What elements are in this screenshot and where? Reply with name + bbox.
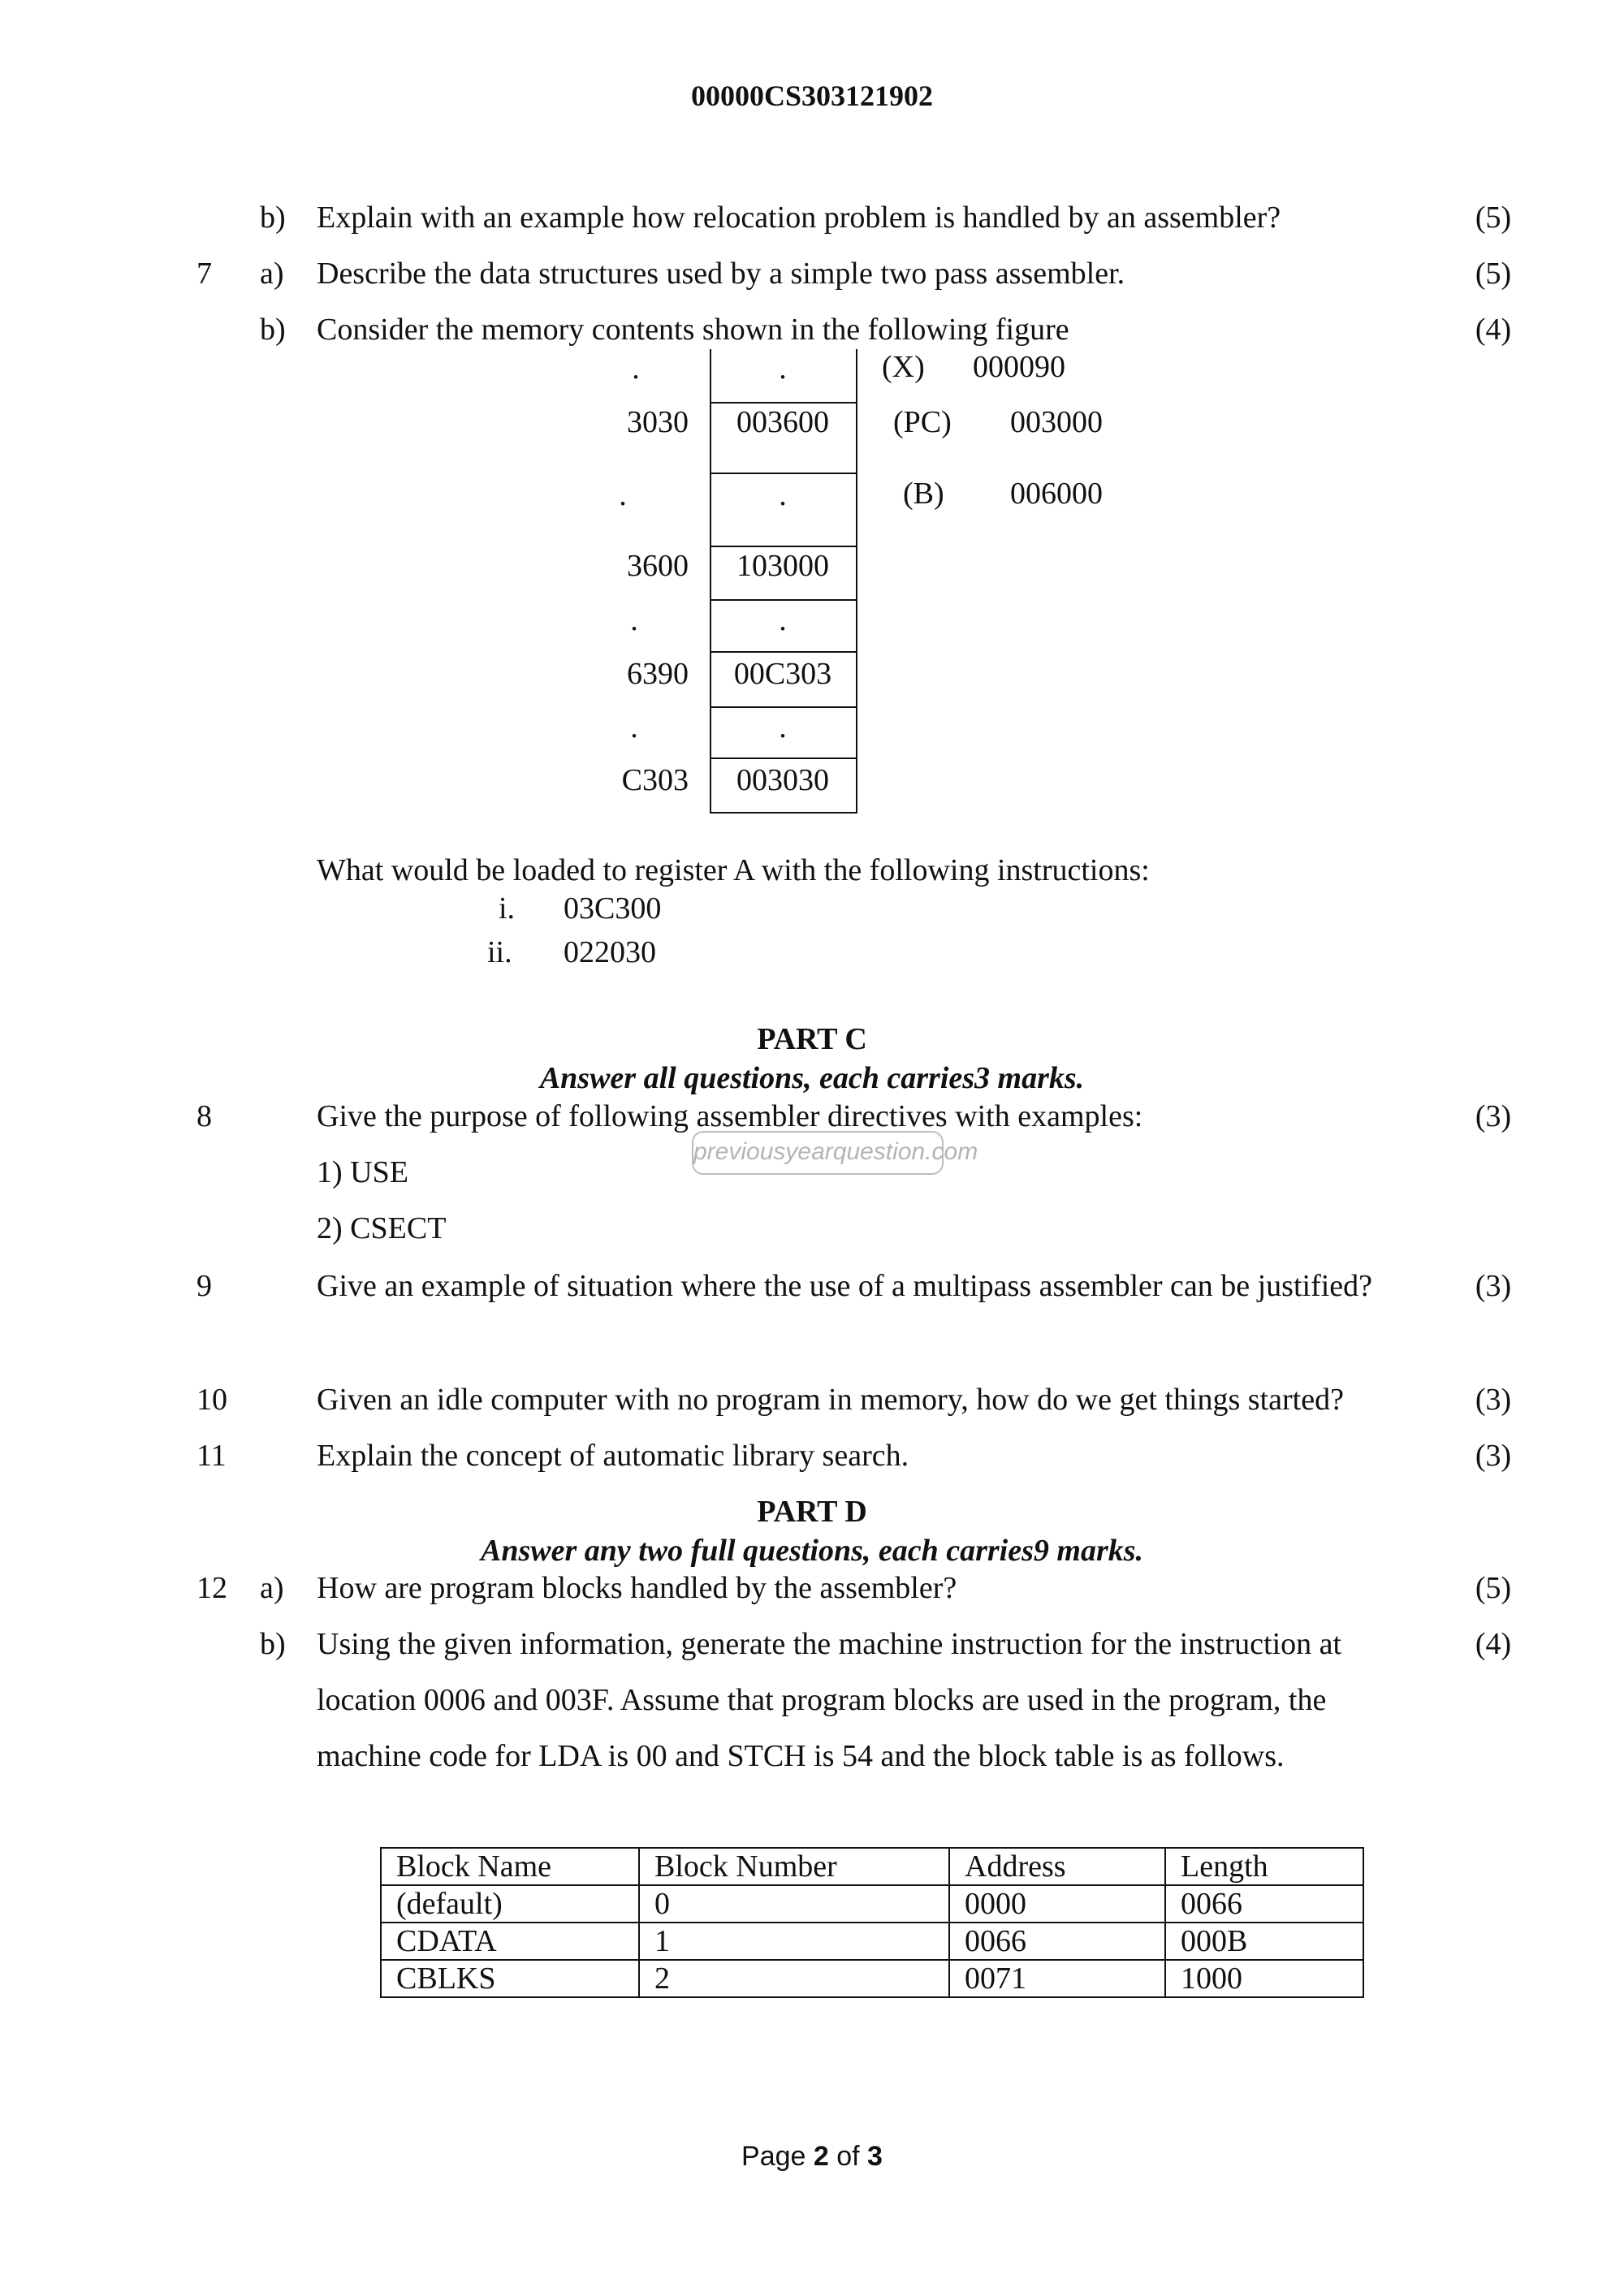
memory-value: . [779, 710, 787, 744]
memory-divider [710, 812, 856, 814]
table-row [381, 1885, 1363, 1923]
q6b-marks: (5) [1475, 201, 1512, 235]
table-cell: 0066 [949, 1923, 1165, 1960]
q7-number: 7 [197, 257, 212, 291]
q12b-line: location 0006 and 003F. Assume that program blocks are used in the program, the [317, 1683, 1327, 1717]
memory-value: 00C303 [733, 657, 832, 691]
table-cell: 000B [1165, 1923, 1363, 1960]
table-cell: 0071 [949, 1960, 1165, 1997]
footer-prefix: Page [741, 2141, 814, 2172]
footer-page: 2 [813, 2141, 829, 2172]
register-value: 006000 [1010, 477, 1103, 511]
memory-address: . [632, 352, 640, 386]
q9-marks: (3) [1475, 1269, 1512, 1303]
table-row [381, 1960, 1363, 1997]
memory-value: . [779, 603, 787, 637]
q7a-text: Describe the data structures used by a simple two pass assembler. [317, 257, 1125, 291]
memory-address: . [630, 710, 638, 744]
memory-divider [710, 546, 856, 547]
part-d-instruction: Answer any two full questions, each carries9 marks. [480, 1534, 1144, 1568]
memory-divider [710, 473, 856, 474]
table-row [381, 1923, 1363, 1960]
q12b-marks: (4) [1475, 1627, 1512, 1661]
q12b-label: b) [260, 1627, 286, 1661]
table-cell: 1 [639, 1923, 949, 1960]
part-d-title: PART D [757, 1495, 867, 1529]
q12b-line: machine code for LDA is 00 and STCH is 54 and the block table is as follows. [317, 1739, 1285, 1773]
memory-address: . [630, 603, 638, 637]
table-cell: (default) [381, 1885, 639, 1923]
register-value: 003000 [1010, 405, 1103, 439]
table-cell: 0000 [949, 1885, 1165, 1923]
instruction-roman: i. [499, 891, 516, 926]
table-cell: CBLKS [381, 1960, 639, 1997]
q9-number: 9 [197, 1269, 212, 1303]
part-c-title: PART C [757, 1022, 867, 1056]
q12a-marks: (5) [1475, 1571, 1512, 1605]
table-header: Block Name [381, 1848, 639, 1885]
block-table [380, 1847, 1364, 1998]
table-header: Length [1165, 1848, 1363, 1885]
register-value: 000090 [973, 350, 1065, 384]
instruction-code: 022030 [564, 935, 656, 969]
register-name: (PC) [893, 405, 952, 439]
watermark-logo: previousyearquestion.com [692, 1131, 944, 1175]
q9-text: Give an example of situation where the use of a multipass assembler can be justified? [317, 1269, 1373, 1303]
q6b-text: Explain with an example how relocation problem is handled by an assembler? [317, 201, 1281, 235]
footer-middle: of [828, 2141, 868, 2172]
memory-divider [710, 651, 856, 653]
table-header: Block Number [639, 1848, 949, 1885]
q7b-marks: (4) [1475, 313, 1512, 347]
table-header-row [381, 1848, 1363, 1885]
q7b-question: What would be loaded to register A with the following instructions: [317, 853, 1150, 887]
q12a-label: a) [260, 1571, 284, 1605]
q10-text: Given an idle computer with no program in memory, how do we get things started? [317, 1383, 1344, 1417]
table-cell: 1000 [1165, 1960, 1363, 1997]
table-cell: 0 [639, 1885, 949, 1923]
q11-text: Explain the concept of automatic library search. [317, 1439, 909, 1473]
q8-marks: (3) [1475, 1099, 1512, 1133]
table-cell: CDATA [381, 1923, 639, 1960]
q12a-text: How are program blocks handled by the assembler? [317, 1571, 957, 1605]
instruction-roman: ii. [487, 935, 512, 969]
memory-address: 6390 [627, 657, 689, 691]
register-name: (X) [882, 350, 925, 384]
memory-divider [710, 706, 856, 708]
table-header: Address [949, 1848, 1165, 1885]
memory-value: 003600 [736, 405, 829, 439]
instruction-code: 03C300 [564, 891, 662, 926]
memory-divider [710, 757, 856, 759]
memory-value: . [779, 478, 787, 512]
q11-number: 11 [197, 1439, 227, 1473]
q6b-label: b) [260, 201, 286, 235]
q8-text: Give the purpose of following assembler directives with examples: [317, 1099, 1143, 1133]
table-cell: 2 [639, 1960, 949, 1997]
q11-marks: (3) [1475, 1439, 1512, 1473]
q7a-label: a) [260, 257, 284, 291]
register-name: (B) [903, 477, 944, 511]
memory-address: . [619, 478, 627, 512]
q8-item: 2) CSECT [317, 1211, 447, 1245]
memory-value: 003030 [736, 763, 829, 797]
memory-address: 3030 [627, 405, 689, 439]
memory-address: 3600 [627, 549, 689, 583]
memory-value: 103000 [736, 549, 829, 583]
q7b-label: b) [260, 313, 286, 347]
q10-marks: (3) [1475, 1383, 1512, 1417]
footer-total: 3 [867, 2141, 883, 2172]
memory-divider [710, 402, 856, 404]
memory-address: C303 [621, 763, 689, 797]
memory-divider [710, 599, 856, 601]
q8-number: 8 [197, 1099, 212, 1133]
q12-number: 12 [197, 1571, 227, 1605]
table-cell: 0066 [1165, 1885, 1363, 1923]
q7a-marks: (5) [1475, 257, 1512, 291]
page-footer [0, 2141, 1624, 2173]
paper-code: 00000CS303121902 [690, 80, 934, 112]
q7b-text: Consider the memory contents shown in the following figure [317, 313, 1069, 347]
q8-item: 1) USE [317, 1155, 408, 1189]
q10-number: 10 [197, 1383, 227, 1417]
memory-value: . [779, 352, 787, 386]
q12b-line: Using the given information, generate the machine instruction for the instruction at [317, 1627, 1342, 1661]
part-c-instruction: Answer all questions, each carries3 marks. [539, 1061, 1085, 1095]
